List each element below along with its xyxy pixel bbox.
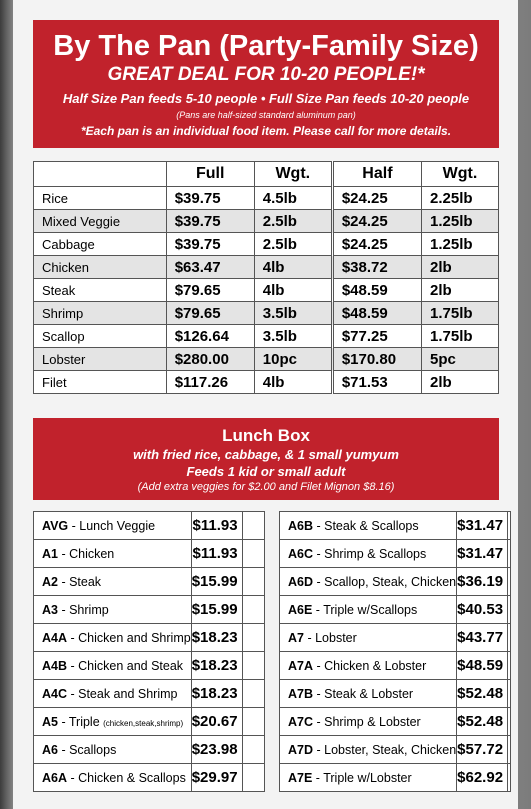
lunch-item-name [280, 652, 457, 680]
lunch-row [280, 764, 511, 792]
lunch-item-blank [242, 652, 264, 680]
lunch-item-price: $29.97 [191, 764, 242, 792]
pan-item-name: Steak [34, 279, 167, 302]
lunch-item-label: - Steak & Scallops [313, 518, 419, 533]
lunch-row [34, 568, 265, 596]
lunch-item-blank [242, 596, 264, 624]
lunch-item-name [280, 568, 457, 596]
lunch-row [34, 764, 265, 792]
pan-half-price: $170.80 [332, 348, 421, 371]
lunch-item-name [280, 596, 457, 624]
pan-half-price: $24.25 [332, 233, 421, 256]
pan-half-price: $24.25 [332, 187, 421, 210]
lunch-item-blank [508, 568, 511, 596]
pan-half-price: $48.59 [332, 302, 421, 325]
lunch-item-label: - Chicken & Lobster [313, 658, 427, 673]
lunch-row [34, 596, 265, 624]
lunch-item-code: A4B [42, 658, 68, 673]
lunch-item-code: A6D [288, 574, 314, 589]
pan-full-weight: 3.5lb [254, 302, 332, 325]
pan-full-price: $39.75 [166, 210, 254, 233]
pan-row [34, 233, 499, 256]
lunch-item-price: $57.72 [457, 736, 508, 764]
lunch-item-code: A7C [288, 714, 314, 729]
lunch-row [280, 680, 511, 708]
pan-price-table [33, 161, 499, 394]
lunch-item-name [280, 624, 457, 652]
lunch-item-blank [508, 596, 511, 624]
lunch-item-code: A1 [42, 546, 58, 561]
lunch-item-blank [242, 680, 264, 708]
lunch-item-label: - Chicken & Scallops [67, 770, 186, 785]
pan-header-row [34, 162, 499, 187]
lunch-row [280, 512, 511, 540]
lunch-row [34, 736, 265, 764]
lunch-item-code: A4C [42, 686, 68, 701]
lunch-item-label: - Lobster [303, 630, 357, 645]
lunch-item-label: - Shrimp [57, 602, 109, 617]
lunch-item-blank [508, 652, 511, 680]
lunch-item-code: A6E [288, 602, 313, 617]
lunch-item-name [34, 708, 192, 736]
pan-half-price: $48.59 [332, 279, 421, 302]
lunch-item-price: $52.48 [457, 708, 508, 736]
pan-full-weight: 4lb [254, 371, 332, 394]
banner-call: *Each pan is an individual food item. Please call for more details. [80, 124, 452, 138]
pan-row [34, 371, 499, 394]
pan-header-half-wgt: Wgt. [422, 162, 499, 187]
lunch-item-name [34, 624, 192, 652]
lunch-item-code: A6C [288, 546, 314, 561]
lunch-table-left [33, 511, 265, 792]
lunch-item-price: $52.48 [457, 680, 508, 708]
lunch-item-blank [242, 624, 264, 652]
pan-full-weight: 3.5lb [254, 325, 332, 348]
pan-full-price: $117.26 [166, 371, 254, 394]
pan-row [34, 279, 499, 302]
lunch-item-label: - Shrimp & Scallops [313, 546, 427, 561]
pan-half-weight: 1.75lb [422, 302, 499, 325]
pan-full-price: $63.47 [166, 256, 254, 279]
lunch-item-blank [242, 512, 264, 540]
lunch-item-code: A3 [42, 602, 58, 617]
lunch-item-price: $11.93 [191, 512, 242, 540]
lunch-item-label: - Steak and Shrimp [67, 686, 178, 701]
lunch-item-blank [242, 764, 264, 792]
lunch-item-blank [242, 568, 264, 596]
lunch-item-code: A6 [42, 742, 58, 757]
banner-subtitle: GREAT DEAL FOR 10-20 PEOPLE!* [107, 64, 425, 85]
lunch-item-name [34, 540, 192, 568]
pan-half-price: $24.25 [332, 210, 421, 233]
lunch-item-label: - Lobster, Steak, Chicken [313, 742, 457, 757]
lunch-table-right [279, 511, 511, 792]
lunch-item-blank [242, 736, 264, 764]
lunch-item-price: $31.47 [457, 512, 508, 540]
pan-half-weight: 1.25lb [422, 233, 499, 256]
lunch-item-code: A4A [42, 630, 68, 645]
pan-row [34, 256, 499, 279]
lunch-item-code: A2 [42, 574, 58, 589]
lunch-item-name [280, 764, 457, 792]
pan-half-weight: 2lb [422, 256, 499, 279]
banner-note: (Pans are half-sized standard aluminum pan) [176, 110, 356, 120]
lunch-item-code: A5 [42, 714, 58, 729]
pan-full-price: $39.75 [166, 187, 254, 210]
lunch-item-name [280, 680, 457, 708]
lunch-box-extra: (Add extra veggies for $2.00 and Filet Mignon $8.16) [137, 481, 395, 493]
lunch-item-name [34, 652, 192, 680]
pan-item-name: Mixed Veggie [34, 210, 167, 233]
lunch-row [280, 596, 511, 624]
pan-half-weight: 2.25lb [422, 187, 499, 210]
lunch-row [34, 652, 265, 680]
lunch-item-blank [508, 540, 511, 568]
lunch-item-name [34, 512, 192, 540]
lunch-item-blank [508, 624, 511, 652]
lunch-item-detail: (chicken,steak,shrimp) [103, 718, 184, 728]
lunch-item-price: $40.53 [457, 596, 508, 624]
lunch-item-label: - Chicken [57, 546, 115, 561]
lunch-box-title: Lunch Box [222, 426, 310, 445]
lunch-item-price: $36.19 [457, 568, 508, 596]
lunch-row [280, 624, 511, 652]
lunch-item-price: $23.98 [191, 736, 242, 764]
pan-full-weight: 4.5lb [254, 187, 332, 210]
pan-header-full-wgt: Wgt. [254, 162, 332, 187]
lunch-item-blank [508, 512, 511, 540]
pan-banner [33, 20, 499, 148]
lunch-row [280, 568, 511, 596]
lunch-item-label: - Chicken and Steak [67, 658, 184, 673]
pan-full-weight: 4lb [254, 256, 332, 279]
lunch-item-blank [242, 540, 264, 568]
pan-half-weight: 1.75lb [422, 325, 499, 348]
pan-full-price: $79.65 [166, 279, 254, 302]
pan-full-weight: 2.5lb [254, 210, 332, 233]
lunch-row [280, 736, 511, 764]
banner-feeds: Half Size Pan feeds 5-10 people • Full Size Pan feeds 10-20 people [62, 91, 470, 106]
pan-row [34, 210, 499, 233]
lunch-item-label: - Triple w/Scallops [312, 602, 418, 617]
lunch-item-blank [508, 736, 511, 764]
lunch-item-name [280, 512, 457, 540]
lunch-item-blank [508, 708, 511, 736]
pan-half-weight: 5pc [422, 348, 499, 371]
lunch-item-price: $62.92 [457, 764, 508, 792]
lunch-item-price: $18.23 [191, 624, 242, 652]
lunch-item-name [34, 596, 192, 624]
pan-half-weight: 2lb [422, 279, 499, 302]
pan-header-full: Full [166, 162, 254, 187]
lunch-row [280, 652, 511, 680]
lunch-box-with: with fried rice, cabbage, & 1 small yumyum [133, 447, 399, 462]
lunch-item-label: - Steak & Lobster [313, 686, 414, 701]
lunch-item-code: A7A [288, 658, 314, 673]
lunch-box-feeds: Feeds 1 kid or small adult [186, 464, 346, 479]
lunch-item-blank [508, 764, 511, 792]
lunch-item-blank [508, 680, 511, 708]
pan-header-half: Half [332, 162, 421, 187]
lunch-item-price: $20.67 [191, 708, 242, 736]
pan-item-name: Chicken [34, 256, 167, 279]
lunch-item-price: $18.23 [191, 652, 242, 680]
pan-full-price: $79.65 [166, 302, 254, 325]
pan-full-price: $39.75 [166, 233, 254, 256]
lunch-box-banner [33, 418, 499, 500]
lunch-row [34, 680, 265, 708]
pan-full-weight: 10pc [254, 348, 332, 371]
lunch-item-blank [242, 708, 264, 736]
lunch-item-label: - Scallop, Steak, Chicken [313, 574, 457, 589]
lunch-item-label: - Chicken and Shrimp [67, 630, 191, 645]
lunch-item-code: A6A [42, 770, 68, 785]
pan-half-price: $38.72 [332, 256, 421, 279]
lunch-item-label: - Steak [57, 574, 102, 589]
pan-item-name: Rice [34, 187, 167, 210]
lunch-item-price: $43.77 [457, 624, 508, 652]
lunch-item-name [34, 680, 192, 708]
lunch-item-name [280, 736, 457, 764]
pan-half-price: $77.25 [332, 325, 421, 348]
lunch-item-code: A7D [288, 742, 314, 757]
lunch-item-label: - Triple w/Lobster [312, 770, 412, 785]
pan-item-name: Filet [34, 371, 167, 394]
pan-row [34, 302, 499, 325]
lunch-row [280, 708, 511, 736]
lunch-item-label: - Shrimp & Lobster [313, 714, 421, 729]
pan-full-price: $126.64 [166, 325, 254, 348]
lunch-item-name [34, 736, 192, 764]
pan-row [34, 348, 499, 371]
pan-half-weight: 1.25lb [422, 210, 499, 233]
lunch-item-name [34, 568, 192, 596]
pan-item-name: Shrimp [34, 302, 167, 325]
lunch-item-price: $11.93 [191, 540, 242, 568]
lunch-item-price: $18.23 [191, 680, 242, 708]
lunch-row [34, 624, 265, 652]
pan-item-name: Cabbage [34, 233, 167, 256]
lunch-row [34, 512, 265, 540]
lunch-item-price: $15.99 [191, 568, 242, 596]
lunch-item-price: $15.99 [191, 596, 242, 624]
pan-full-weight: 2.5lb [254, 233, 332, 256]
lunch-row [280, 540, 511, 568]
banner-title: By The Pan (Party-Family Size) [53, 30, 479, 62]
pan-item-name: Scallop [34, 325, 167, 348]
lunch-item-code: A6B [288, 518, 314, 533]
lunch-item-label: - Scallops [57, 742, 117, 757]
lunch-item-price: $48.59 [457, 652, 508, 680]
lunch-item-price: $31.47 [457, 540, 508, 568]
pan-row [34, 325, 499, 348]
pan-header-item [34, 162, 167, 187]
lunch-item-code: A7 [288, 630, 304, 645]
pan-half-price: $71.53 [332, 371, 421, 394]
lunch-item-code: A7E [288, 770, 313, 785]
pan-full-weight: 4lb [254, 279, 332, 302]
lunch-row [34, 540, 265, 568]
pan-row [34, 187, 499, 210]
pan-half-weight: 2lb [422, 371, 499, 394]
lunch-row [34, 708, 265, 736]
lunch-item-label: - Lunch Veggie [68, 518, 156, 533]
pan-item-name: Lobster [34, 348, 167, 371]
lunch-item-code: AVG [42, 518, 69, 533]
lunch-item-code: A7B [288, 686, 314, 701]
lunch-item-label: - Triple [57, 714, 104, 729]
pan-full-price: $280.00 [166, 348, 254, 371]
lunch-item-name [280, 540, 457, 568]
lunch-item-name [34, 764, 192, 792]
lunch-item-name [280, 708, 457, 736]
